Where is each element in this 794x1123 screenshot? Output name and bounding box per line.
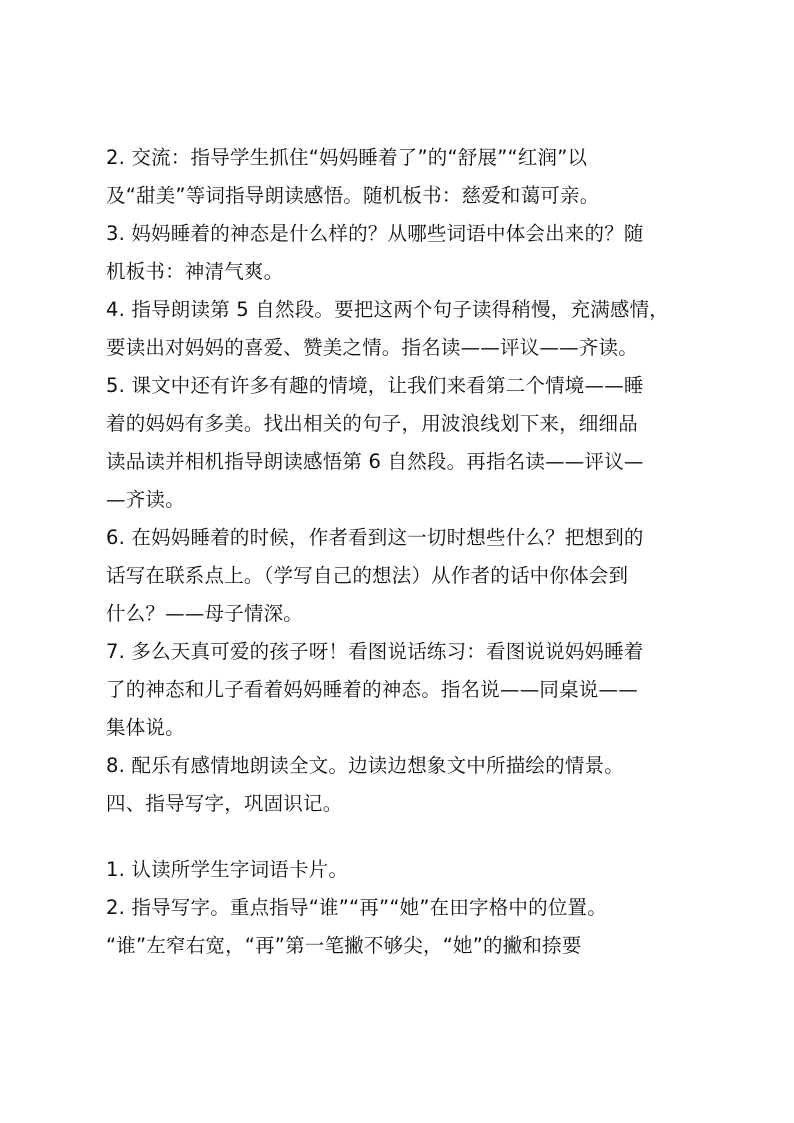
text-line: 及“甜美”等词指导朗读感悟。随机板书：慈爱和蔼可亲。 [106, 184, 600, 207]
document-body [106, 142, 706, 962]
text-line: —齐读。 [106, 488, 185, 511]
text-line: 什么？——母子情深。 [106, 602, 304, 625]
text-line: 2. 指导写字。重点指导“谁”“再”“她”在田字格中的位置。 [106, 896, 607, 919]
text-line: 着的妈妈有多美。找出相关的句子，用波浪线划下来，细细品 [106, 412, 638, 435]
text-line: 话写在联系点上。（学写自己的想法）从作者的话中你体会到 [106, 564, 629, 587]
section-heading: 四、指导写字，巩固识记。 [106, 792, 343, 815]
text-line: 集体说。 [106, 716, 185, 739]
text-line: 3. 妈妈睡着的神态是什么样的？从哪些词语中体会出来的？随 [106, 222, 644, 245]
text-line: 8. 配乐有感情地朗读全文。边读边想象文中所描绘的情景。 [106, 754, 624, 777]
text-line: 2. 交流：指导学生抓住“妈妈睡着了”的“舒展”“红润”以 [106, 146, 588, 169]
text-line: 5. 课文中还有许多有趣的情境，让我们来看第二个情境——睡 [106, 374, 644, 397]
text-line: 7. 多么天真可爱的孩子呀！看图说话练习：看图说说妈妈睡着 [106, 640, 644, 663]
text-line: 4. 指导朗读第 5 自然段。要把这两个句子读得稍慢，充满感情， [106, 298, 670, 321]
section-gap [106, 820, 706, 854]
text-line: 1. 认读所学生字词语卡片。 [106, 858, 349, 881]
text-line: 读品读并相机指导朗读感悟第 6 自然段。再指名读——评议— [106, 450, 644, 473]
text-line: 了的神态和儿子看着妈妈睡着的神态。指名说——同桌说—— [106, 678, 638, 701]
text-line: 机板书：神清气爽。 [106, 260, 284, 283]
text-line: 要读出对妈妈的喜爱、赞美之情。指名读——评议——齐读。 [106, 336, 638, 359]
text-line: 6. 在妈妈睡着的时候，作者看到这一切时想些什么？把想到的 [106, 526, 644, 549]
text-line: “谁”左窄右宽，“再”第一笔撇不够尖，“她”的撇和捺要 [106, 934, 582, 957]
